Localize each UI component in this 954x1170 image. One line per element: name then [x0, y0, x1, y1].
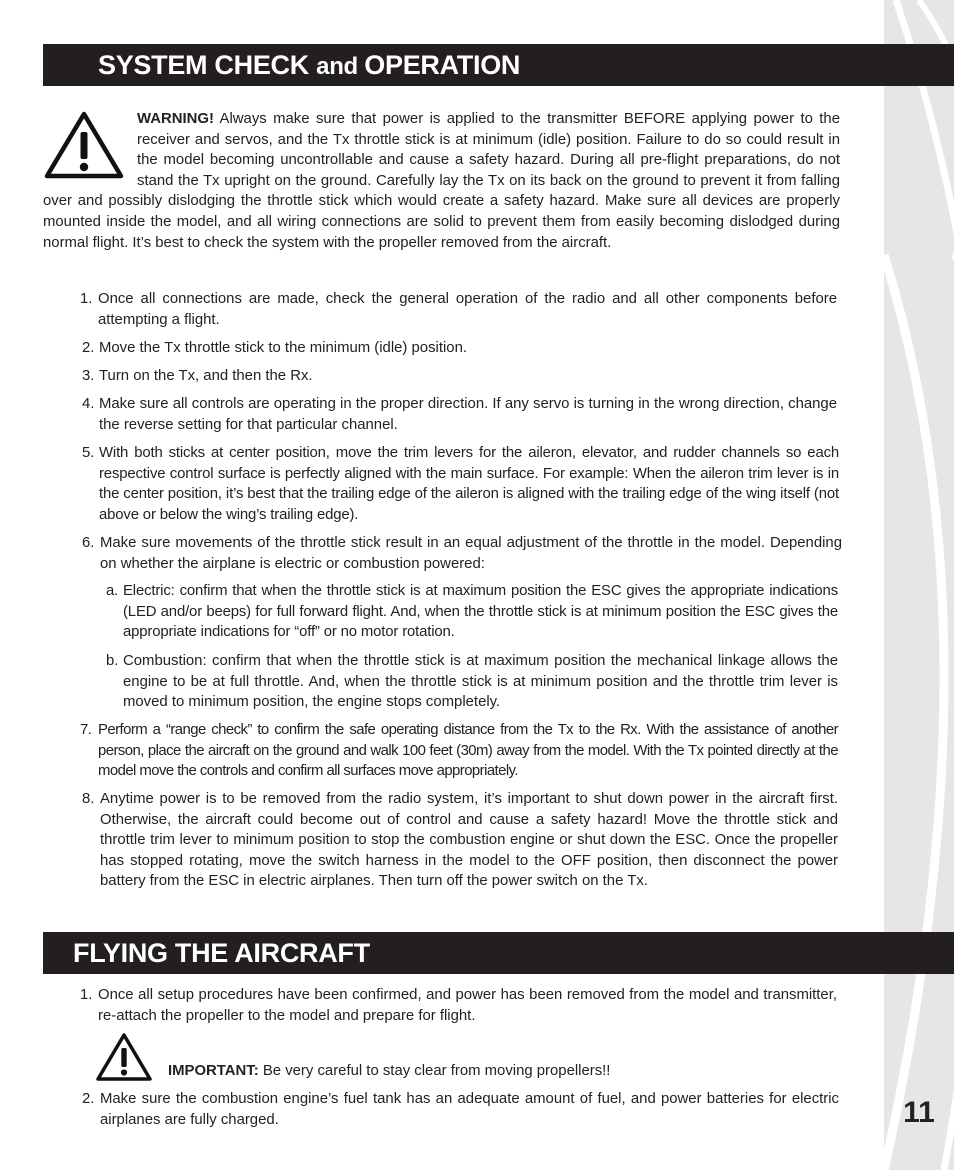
list-text: Turn on the Tx, and then the Rx. — [99, 368, 313, 384]
list-text: Perform a “range check” to confirm the safe operating distance from the Tx to the Rx. With the assistance of another person, place the aircraft on the ground and walk 100 feet (30m) away from the model. With the Tx pointed directly at the model move the controls and confirm all surfaces move appropriately. — [98, 722, 838, 780]
section-title — [98, 44, 520, 88]
list-item — [80, 720, 838, 782]
list-item — [106, 581, 838, 643]
list-number: 3. — [82, 368, 95, 384]
important-note — [168, 1061, 610, 1081]
list-item — [80, 289, 837, 330]
list-number: a. — [106, 583, 119, 599]
list-item — [82, 366, 837, 387]
section-header-flying — [43, 932, 954, 974]
list-item — [82, 789, 838, 892]
list-item — [82, 338, 837, 359]
decorative-arcs — [884, 0, 954, 1170]
list-text: Combustion: confirm that when the throttle stick is at maximum position the mechanical linkage allows the engine to be at full throttle. And, when the throttle stick is at minimum position and the throttle trim lever is moved to minimum position, the engine stops completely. — [123, 653, 838, 711]
list-item — [106, 651, 838, 713]
list-text: Once all connections are made, check the general operation of the radio and all other components before attempting a flight. — [98, 291, 837, 328]
list-item — [82, 533, 842, 574]
list-number: b. — [106, 653, 119, 669]
list-number: 7. — [80, 722, 92, 738]
list-item — [82, 1089, 839, 1130]
list-text: Once all setup procedures have been confirmed, and power has been removed from the model and transmitter, re-attach the propeller to the model and prepare for flight. — [98, 987, 837, 1024]
list-text: Move the Tx throttle stick to the minimum (idle) position. — [99, 340, 467, 356]
section-title: FLYING THE AIRCRAFT — [73, 938, 370, 968]
list-number: 6. — [82, 535, 95, 551]
list-text: Make sure the combustion engine’s fuel tank has an adequate amount of fuel, and power batteries for electric airplanes are fully charged. — [100, 1091, 839, 1128]
list-text: Anytime power is to be removed from the radio system, it’s important to shut down power in the aircraft first. Otherwise, the aircraft could become out of control and cause a safety hazard! Move the throttle stick and throttle trim lever to minimum position to stop the combustion engine or shut down the ESC. Once the propeller has stopped rotating, move the switch harness in the model to the OFF position, then disconnect the power battery from the ESC in electric airplanes. Then turn off the power switch on the Tx. — [100, 791, 838, 890]
list-number: 5. — [82, 445, 95, 461]
section-header-system-check — [43, 44, 954, 86]
warning-paragraph — [43, 109, 840, 253]
list-number: 4. — [82, 396, 95, 412]
list-text: Make sure movements of the throttle stick result in an equal adjustment of the throttle in the model. Depending on whether the airplane is electric or combustion powered: — [100, 535, 842, 572]
title-part-2: and — [316, 53, 365, 80]
warning-triangle-icon — [95, 1032, 153, 1082]
page-margin-band — [884, 0, 954, 1170]
list-number: 8. — [82, 791, 95, 807]
list-text: Make sure all controls are operating in the proper direction. If any servo is turning in the wrong direction, change the reverse setting for that particular channel. — [99, 396, 837, 433]
list-number: 1. — [80, 987, 93, 1003]
important-label: IMPORTANT: — [168, 1063, 259, 1079]
list-item — [80, 985, 837, 1026]
list-item — [82, 443, 839, 525]
list-text: Electric: confirm that when the throttle stick is at maximum position the ESC gives the appropriate indications (LED and/or beeps) for full forward flight. And, when the throttle stick is at minimum position the ESC gives the appropriate indications for “off” or no motor rotation. — [123, 583, 838, 641]
important-text: Be very careful to stay clear from moving propellers!! — [258, 1063, 611, 1079]
warning-text: Always make sure that power is applied to the transmitter BEFORE applying power to the receiver and servos, and the Tx throttle stick is at minimum (idle) position. Failure to do so could result in the model becoming uncontrollable and cause a safety hazard. During all pre-flight preparations, do not stand the Tx upright on the ground. Carefully lay the Tx on its back on the ground to prevent it from falling over and possibly dislodging the throttle stick which would create a safety hazard. Make sure all devices are properly mounted inside the model, and all wiring connections are solid to prevent them from easily becoming dislodged during normal flight. It’s best to check the system with the propeller removed from the aircraft. — [43, 111, 840, 251]
title-part-1: SYSTEM CHECK — [98, 50, 317, 80]
list-number: 1. — [80, 291, 93, 307]
list-item — [82, 394, 837, 435]
title-part-3: OPERATION — [364, 50, 521, 80]
warning-label: WARNING! — [137, 111, 214, 127]
list-number: 2. — [82, 340, 95, 356]
list-text: With both sticks at center position, move the trim levers for the aileron, elevator, and rudder channels so each respective control surface is perfectly aligned with the main surface. For example: When the aileron trim lever is in the center position, it’s best that the trailing edge of the aileron is aligned with the trailing edge of the wing itself (not above or below the wing’s trailing edge). — [99, 445, 839, 523]
list-number: 2. — [82, 1091, 95, 1107]
page-number: 11 — [903, 1096, 935, 1129]
